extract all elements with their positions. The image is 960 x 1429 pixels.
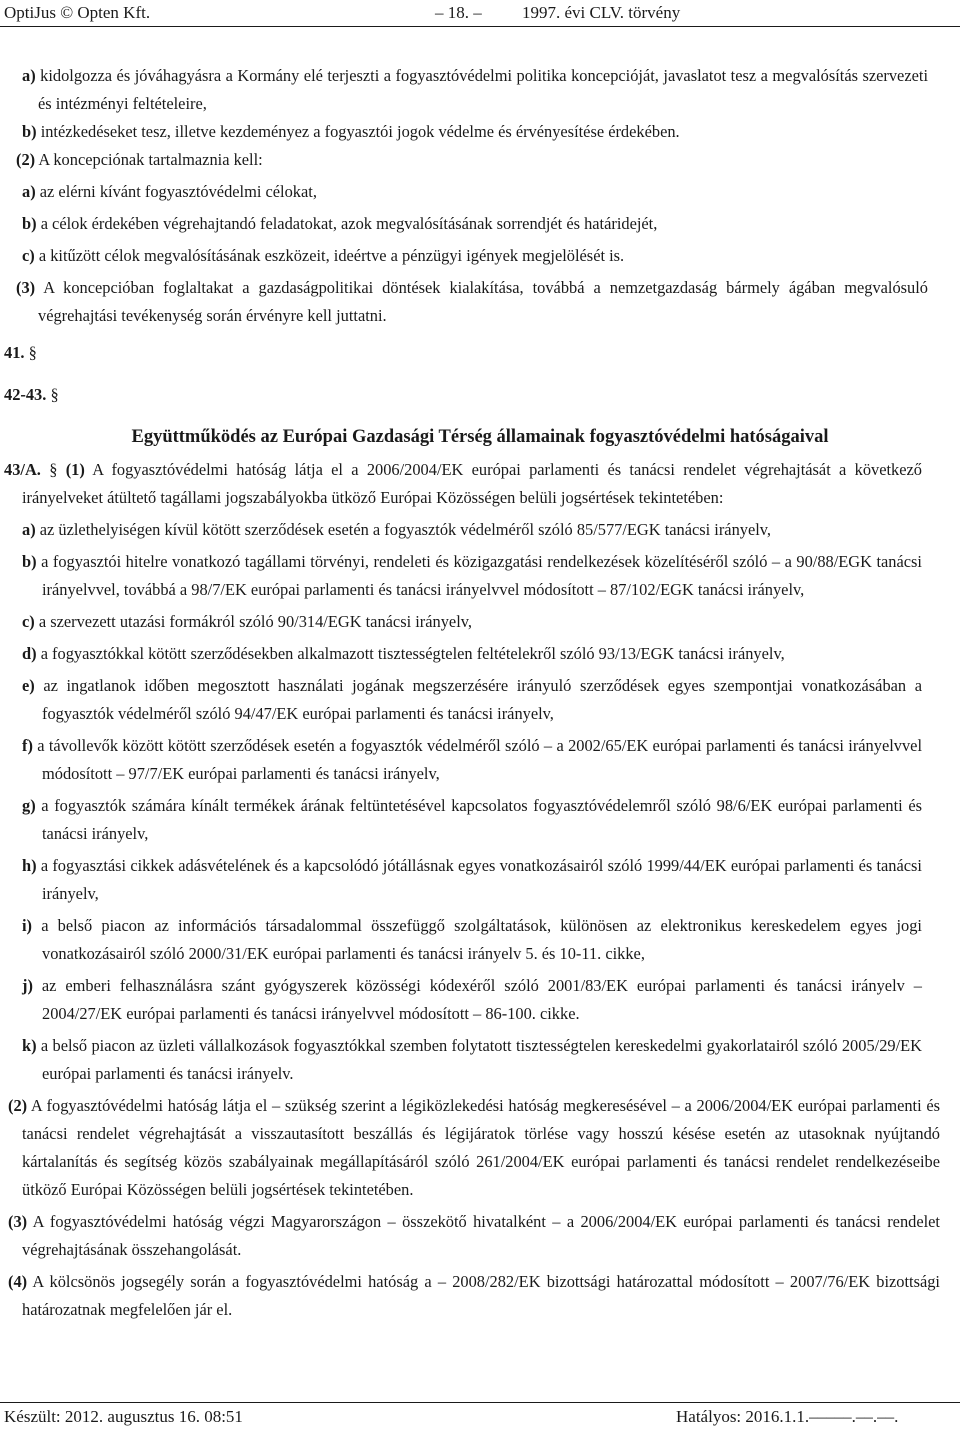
footer-created: Készült: 2012. augusztus 16. 08:51 [4,1407,243,1426]
list-item: b) a fogyasztói hitelre vonatkozó tagállami törvényi, rendeleti és közigazgatási rendelkezések közelítéséről szóló – a 90/88/EGK tanácsi irányelvvel, továbbá a 98/7/EK európai parlamenti és tanácsi irányelvvel módosított – 87/102/EGK tanácsi irányelv, [22,552,922,599]
paragraph: (2) A koncepciónak tartalmaznia kell: [16,150,263,169]
paragraph: (4) A kölcsönös jogsegély során a fogyasztóvédelmi hatóság a – 2008/282/EK bizottsági határozattal módosított – 2007/76/EK bizottsági határozatnak megfelelően jár el. [8,1272,940,1319]
header-rule [0,26,960,27]
section-symbol: § [49,460,58,479]
list-item: c) a szervezett utazási formákról szóló 90/314/EGK tanácsi irányelv, [22,612,472,631]
list-item: b) intézkedéseket tesz, illetve kezdeményez a fogyasztói jogok védelme és érvényesítése érdekében. [22,122,680,141]
page-header [0,0,960,28]
header-law-title: 1997. évi CLV. törvény [522,3,681,22]
list-item: a) az elérni kívánt fogyasztóvédelmi célokat, [22,182,317,201]
list-item: h) a fogyasztási cikkek adásvételének és a kapcsolódó jótállásnak egyes vonatkozásairól szóló 1999/44/EK európai parlamenti és tanácsi irányelv, [22,856,922,903]
document-body [0,62,960,1324]
list-item: b) a célok érdekében végrehajtandó feladatokat, azok megvalósításának sorrendjét és határidejét, [22,214,658,233]
section-symbol: § [50,385,59,404]
list-item: i) a belső piacon az információs társadalommal összefüggő szolgáltatások, különösen az elektronikus kereskedelem egyes jogi vonatkozásairól szóló 2000/31/EK európai parlamenti és tanácsi irányelv 5. és 10-11. cikke, [22,916,922,963]
list-item: c) a kitűzött célok megvalósításának eszközeit, ideértve a pénzügyi igények megjelölését is. [22,246,625,265]
directive-list [0,516,960,1088]
paragraph: (3) A fogyasztóvédelmi hatóság végzi Magyarországon – összekötő hivatalként – a 2006/2004/EK európai parlamenti és tanácsi rendelet végrehajtásának összehangolását. [8,1212,940,1259]
section-number: 41. § [4,343,37,362]
section-symbol: § [28,343,37,362]
paragraph: (2) A fogyasztóvédelmi hatóság látja el – szükség szerint a légiközlekedési hatóság megkeresésével – a 2006/2004/EK európai parlamenti és tanácsi rendelet végrehajtását a visszautasított beszállás és légijáratok törlése vagy hosszú késése esetén az utasoknak nyújtandó kártalanítás és segítség közös szabályainak megállapításáról szóló 261/2004/EK európai parlamenti és tanácsi rendelet rendelkezéseibe ütköző Európai Közösségen belüli jogsértések tekintetében. [8,1096,940,1199]
footer-effective: Hatályos: 2016.1.1.–––––.––.––. [676,1407,899,1426]
list-item: e) az ingatlanok időben megosztott használati jogának megszerzésére irányuló szerződések egyes szempontjai vonatkozásában a fogyasztók védelméről szóló 94/47/EK európai parlamenti és tanácsi irányelv, [22,676,922,723]
header-publisher: OptiJus © Opten Kft. [4,3,151,22]
footer-rule [0,1402,960,1403]
header-page-number: – 18. – [435,3,482,22]
section-heading: Együttműködés az Európai Gazdasági Térség államainak fogyasztóvédelmi hatóságaival [131,427,829,447]
list-item: k) a belső piacon az üzleti vállalkozások fogyasztókkal szemben folytatott tisztességtelen kereskedelmi gyakorlatairól szóló 2005/29/EK európai parlamenti és tanácsi irányelv. [22,1036,922,1083]
list-item: g) a fogyasztók számára kínált termékek árának feltüntetésével kapcsolatos fogyasztóvédelemről szóló 98/6/EK európai parlamenti és tanácsi irányelv, [22,796,922,843]
list-item: a) kidolgozza és jóváhagyásra a Kormány elé terjeszti a fogyasztóvédelmi politika koncepcióját, javaslatot tesz a megvalósítás szervezeti és intézményi feltételeire, [22,66,928,113]
page-footer [0,1405,960,1429]
section-number: 42-43. § [4,385,59,404]
paragraph: 43/A. § (1) A fogyasztóvédelmi hatóság látja el a 2006/2004/EK európai parlamenti és tanácsi rendelet végrehajtását a következő irányelveket átültető tagállami jogszabályokba ütköző Európai Közösségen belüli jogsértések tekintetében: [4,460,922,507]
list-item: f) a távollevők között kötött szerződések esetén a fogyasztók védelméről szóló – a 2002/65/EK európai parlamenti és tanácsi irányelvvel módosított – 97/7/EK európai parlamenti és tanácsi irányelv, [22,736,922,783]
list-item: j) az emberi felhasználásra szánt gyógyszerek közösségi kódexéről szóló 2001/83/EK európai parlamenti és tanácsi irányelv – 2004/27/EK európai parlamenti és tanácsi irányelvvel módosított – 86-100. cikke. [22,976,922,1023]
list-item: d) a fogyasztókkal kötött szerződésekben alkalmazott tisztességtelen feltételekről szóló 93/13/EGK tanácsi irányelv, [22,644,785,663]
paragraph: (3) A koncepcióban foglaltakat a gazdaságpolitikai döntések kialakítása, továbbá a nemzetgazdaság bármely ágában megvalósuló végrehajtási tevékenység során érvényre kell juttatni. [16,278,928,325]
list-item: a) az üzlethelyiségen kívül kötött szerződések esetén a fogyasztók védelméről szóló 85/577/EGK tanácsi irányelv, [22,520,772,539]
